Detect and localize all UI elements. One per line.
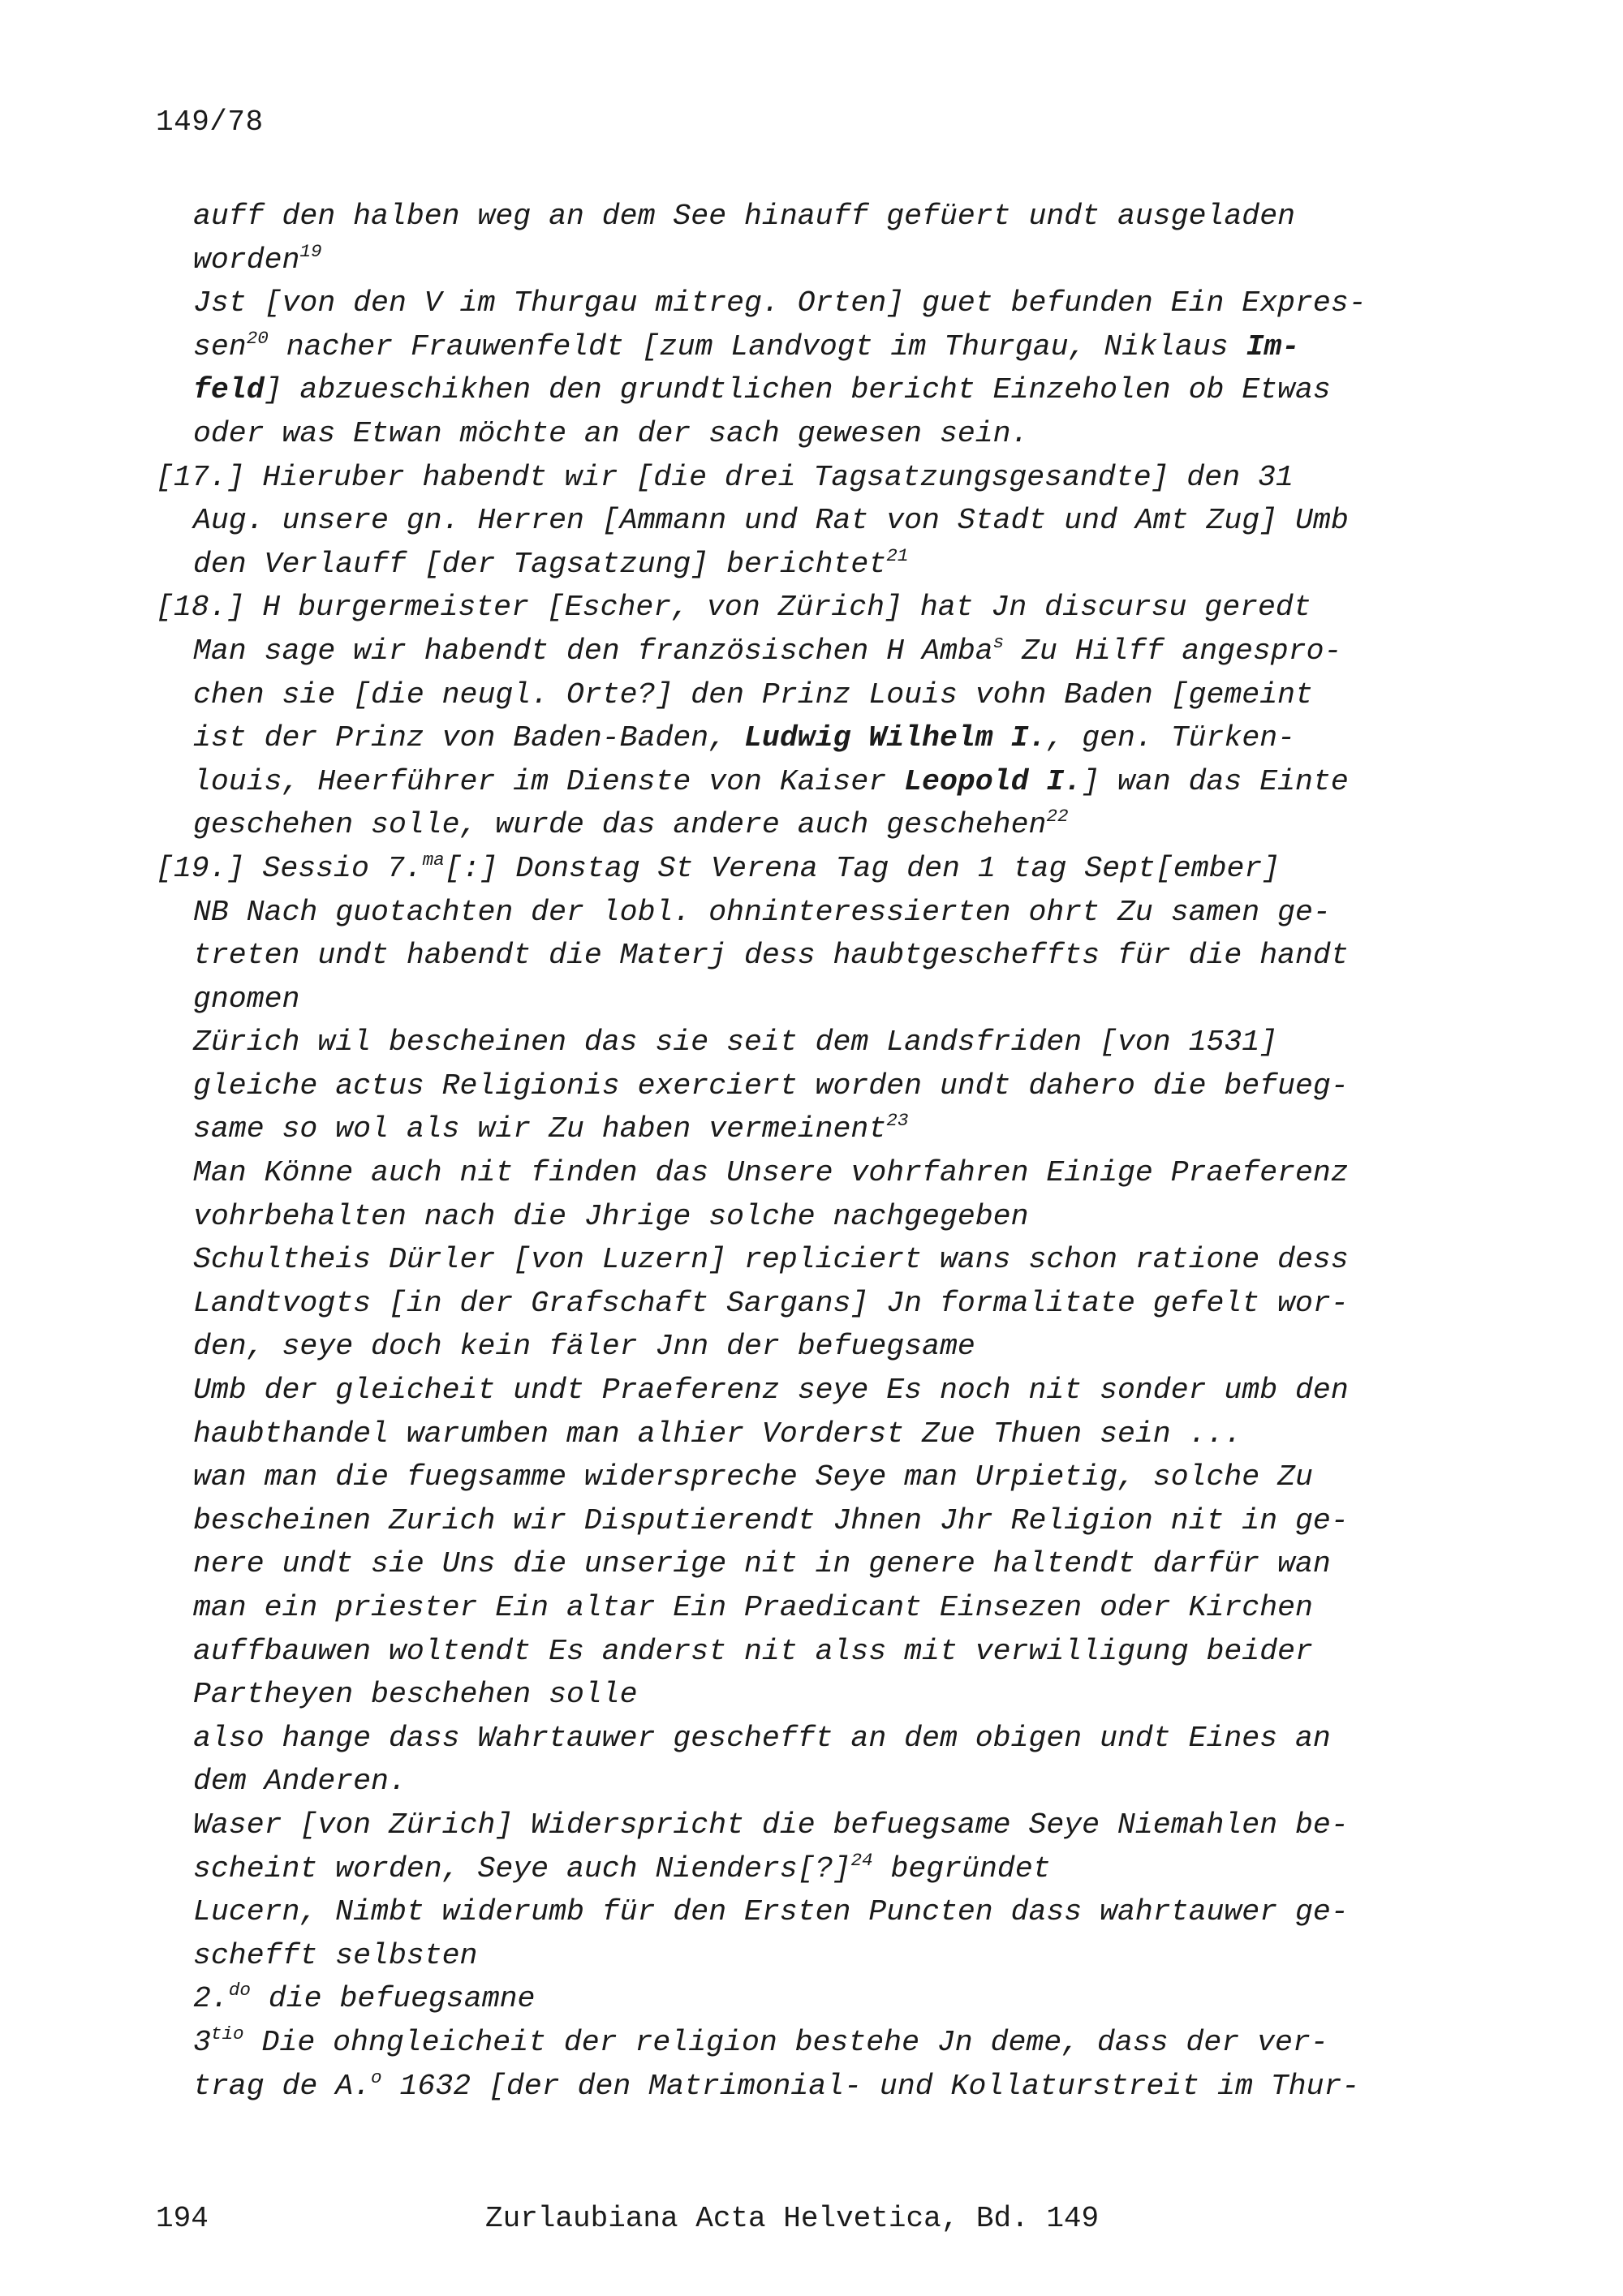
text-line xyxy=(156,673,1422,717)
text-segment: treten undt habendt die Materj dess haubtgescheffts für die handt xyxy=(193,939,1349,973)
text-segment: sen xyxy=(193,329,247,363)
text-line xyxy=(156,1499,1422,1543)
text-segment: begründet xyxy=(872,1851,1051,1885)
text-line xyxy=(156,1369,1422,1412)
text-line xyxy=(156,325,1422,369)
text-line xyxy=(156,1238,1422,1282)
text-segment: chen sie [die neugl. Orte?] den Prinz Louis vohn Baden [gemeint xyxy=(193,677,1313,712)
text-segment: geschehen solle, wurde das andere auch geschehen xyxy=(193,808,1047,842)
text-line xyxy=(156,1282,1422,1326)
text-segment: oder was Etwan möchte an der sach gewesen sein. xyxy=(193,416,1029,450)
superscript: tio xyxy=(210,2023,244,2044)
text-line xyxy=(156,1021,1422,1064)
text-line xyxy=(156,1325,1422,1369)
text-segment: wan man die fuegsamme widerspreche Seye man Urpietig, solche Zu xyxy=(193,1460,1313,1494)
bold-name: feld xyxy=(193,373,265,407)
text-segment: 2. xyxy=(193,1982,229,2016)
text-segment: Man sage wir habendt den französischen H Amba xyxy=(193,634,993,668)
text-segment: also hange dass Wahrtauwer geschefft an dem obigen undt Eines an xyxy=(193,1721,1331,1755)
text-line xyxy=(156,1673,1422,1717)
text-segment: same so wol als wir Zu haben vermeinent xyxy=(193,1112,887,1146)
superscript: s xyxy=(992,631,1005,653)
text-segment: Lucern, Nimbt widerumb für den Ersten Puncten dass wahrtauwer ge- xyxy=(193,1895,1349,1929)
text-segment: [17.] Hieruber habendt wir [die drei Tagsatzungsgesandte] den 31 xyxy=(156,460,1294,494)
text-segment: vohrbehalten nach die Jhrige solche nachgegeben xyxy=(193,1199,1029,1233)
text-line xyxy=(156,412,1422,456)
text-segment: [19.] Sessio 7. xyxy=(156,851,423,885)
superscript: o xyxy=(371,2066,382,2088)
text-line xyxy=(156,456,1422,500)
text-line xyxy=(156,1760,1422,1804)
text-line xyxy=(156,934,1422,978)
text-segment: scheint worden, Seye auch Nienders[?] xyxy=(193,1851,851,1885)
superscript: do xyxy=(228,1980,251,2001)
text-segment: Die ohngleicheit der religion bestehe Jn deme, dass der ver- xyxy=(243,2025,1328,2059)
text-segment: ist der Prinz von Baden-Baden, xyxy=(193,721,745,755)
text-segment: man ein priester Ein altar Ein Praedicant Einsezen oder Kirchen xyxy=(193,1591,1313,1624)
text-line xyxy=(156,1890,1422,1934)
text-segment: auffbauwen woltendt Es anderst nit alss mit verwilligung beider xyxy=(193,1634,1313,1668)
text-segment: 1632 [der den Matrimonial- und Kollaturstreit im Thur- xyxy=(381,2069,1360,2103)
bold-name: Im- xyxy=(1246,329,1300,363)
text-line xyxy=(156,1717,1422,1761)
text-line xyxy=(156,1630,1422,1674)
text-line xyxy=(156,1107,1422,1151)
text-line xyxy=(156,803,1422,847)
text-segment: 3 xyxy=(193,2025,211,2059)
text-line xyxy=(156,1455,1422,1499)
text-line xyxy=(156,847,1422,891)
text-segment: Zu Hilff angespro- xyxy=(1004,634,1342,668)
text-line xyxy=(156,1934,1422,1978)
text-line xyxy=(156,1542,1422,1586)
text-segment: dem Anderen. xyxy=(193,1765,407,1799)
superscript: 20 xyxy=(246,327,269,349)
text-line xyxy=(156,1977,1422,2021)
text-line xyxy=(156,1804,1422,1847)
text-line xyxy=(156,499,1422,543)
text-line xyxy=(156,1151,1422,1195)
text-segment: bescheinen Zurich wir Disputierendt Jhnen Jhr Religion nit in ge- xyxy=(193,1503,1349,1537)
text-segment: gleiche actus Religionis exerciert worden undt dahero die befueg- xyxy=(193,1068,1349,1103)
text-segment: nacher Frauwenfeldt [zum Landvogt im Thurgau, Niklaus xyxy=(268,329,1246,363)
text-segment: ] abzueschikhen den grundtlichen bericht Einzeholen ob Etwas xyxy=(264,373,1331,407)
footer-title: Zurlaubiana Acta Helvetica, Bd. 149 xyxy=(485,2202,1100,2235)
text-line xyxy=(156,891,1422,935)
text-line xyxy=(156,1195,1422,1239)
bold-name: Ludwig Wilhelm I. xyxy=(744,721,1047,755)
text-segment: schefft selbsten xyxy=(193,1938,478,1972)
text-segment: Schultheis Dürler [von Luzern] repliciert wans schon ratione dess xyxy=(193,1243,1349,1277)
text-line xyxy=(156,239,1422,282)
text-line xyxy=(156,1412,1422,1456)
text-segment: Landtvogts [in der Grafschaft Sargans] Jn formalitate gefelt wor- xyxy=(193,1286,1349,1320)
text-segment: haubthandel warumben man alhier Vorderst Zue Thuen sein ... xyxy=(193,1417,1242,1451)
page-reference: 149/78 xyxy=(156,105,264,139)
text-line xyxy=(156,1064,1422,1108)
text-segment: gnomen xyxy=(193,982,300,1016)
superscript: ma xyxy=(422,849,445,871)
text-line xyxy=(156,2021,1422,2065)
superscript: 21 xyxy=(886,544,909,566)
superscript: 24 xyxy=(850,1849,873,1871)
text-line xyxy=(156,760,1422,804)
text-line xyxy=(156,368,1422,412)
bold-name: Leopold I. xyxy=(904,764,1083,798)
document-body xyxy=(156,195,1422,2108)
text-line xyxy=(156,978,1422,1021)
text-segment: ] wan das Einte xyxy=(1082,764,1349,798)
text-segment: worden xyxy=(193,243,300,277)
text-segment: den Verlauff [der Tagsatzung] berichtet xyxy=(193,547,887,581)
superscript: 22 xyxy=(1046,806,1069,828)
text-line xyxy=(156,630,1422,673)
text-segment: , gen. Türken- xyxy=(1046,721,1296,755)
text-segment: Jst [von den V im Thurgau mitreg. Orten] guet befunden Ein Expres- xyxy=(193,286,1367,320)
text-segment: Umb der gleicheit undt Praeferenz seye Es noch nit sonder umb den xyxy=(193,1374,1349,1408)
text-line xyxy=(156,2065,1422,2109)
text-segment: [18.] H burgermeister [Escher, von Zürich] hat Jn discursu geredt xyxy=(156,591,1311,625)
text-segment: [:] Donstag St Verena Tag den 1 tag Sept[ember] xyxy=(444,851,1281,885)
page-number: 194 xyxy=(156,2202,209,2235)
text-line xyxy=(156,1586,1422,1630)
text-line xyxy=(156,1847,1422,1891)
text-segment: die befuegsamne xyxy=(250,1982,536,2016)
text-line xyxy=(156,195,1422,239)
text-segment: Partheyen beschehen solle xyxy=(193,1678,638,1712)
text-line xyxy=(156,586,1422,630)
text-line xyxy=(156,282,1422,325)
superscript: 19 xyxy=(299,240,322,262)
text-segment: trag de A. xyxy=(193,2069,372,2103)
text-line xyxy=(156,716,1422,760)
text-segment: Waser [von Zürich] Widerspricht die befuegsame Seye Niemahlen be- xyxy=(193,1808,1349,1842)
text-segment: nere undt sie Uns die unserige nit in genere haltendt darfür wan xyxy=(193,1547,1331,1581)
superscript: 23 xyxy=(886,1110,909,1132)
text-segment: den, seye doch kein fäler Jnn der befuegsame xyxy=(193,1330,975,1364)
text-segment: Man Könne auch nit finden das Unsere vohrfahren Einige Praeferenz xyxy=(193,1156,1349,1190)
text-segment: Aug. unsere gn. Herren [Ammann und Rat von Stadt und Amt Zug] Umb xyxy=(193,504,1349,538)
text-segment: louis, Heerführer im Dienste von Kaiser xyxy=(193,764,905,798)
text-segment: NB Nach guotachten der lobl. ohninteressierten ohrt Zu samen ge- xyxy=(193,895,1331,929)
text-segment: Zürich wil bescheinen das sie seit dem Landsfriden [von 1531] xyxy=(193,1025,1278,1060)
text-line xyxy=(156,543,1422,587)
text-segment: auff den halben weg an dem See hinauff gefüert undt ausgeladen xyxy=(193,200,1296,233)
